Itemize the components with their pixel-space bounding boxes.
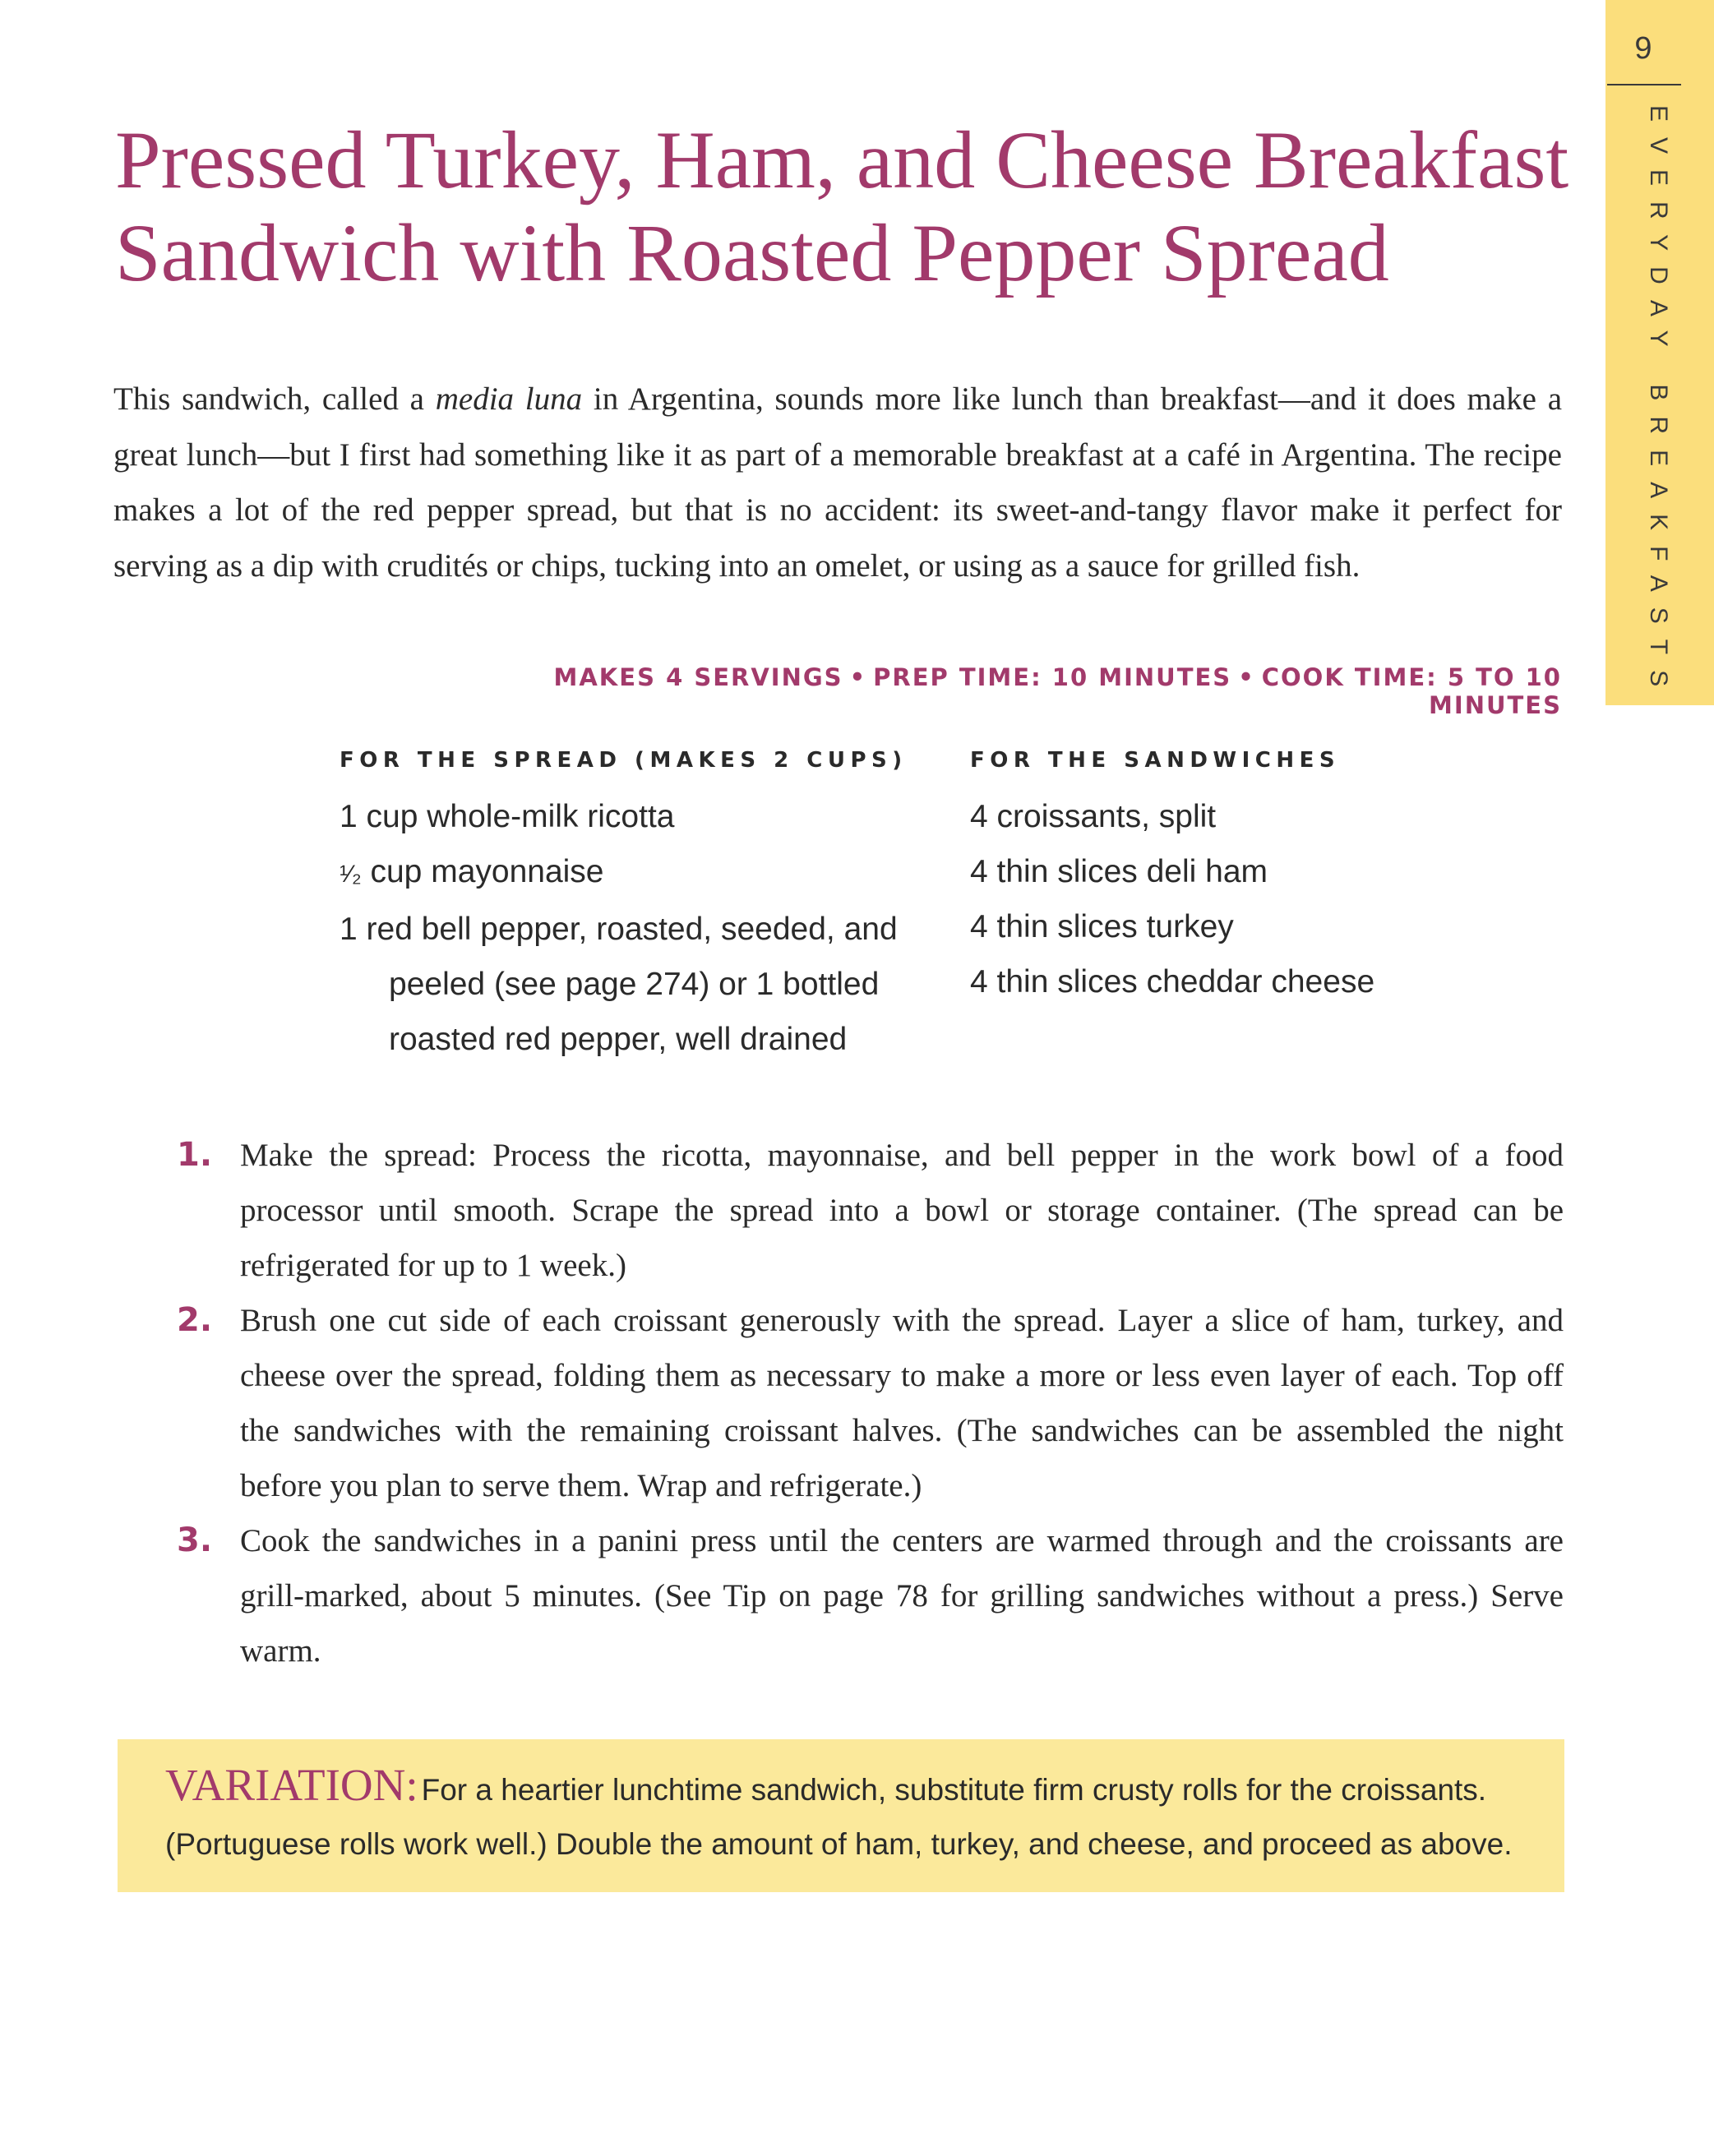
fraction: ¹⁄₂ [340, 861, 362, 888]
ingredient-item: 1 cup whole-milk ricotta [340, 799, 675, 834]
prep-time: PREP TIME: 10 MINUTES [873, 663, 1232, 691]
ingredient-item: 1 red bell pepper, roasted, seeded, and peeled (see page 274) or 1 bottled roasted red pepper, well drained [340, 912, 898, 1057]
yield-servings: MAKES 4 SERVINGS [553, 663, 843, 691]
variation-text: For a heartier lunchtime sandwich, substitute firm crusty rolls for the croissants. (Portuguese rolls work well.) Double the amount of ham, turkey, and cheese, and proceed as above. [165, 1773, 1513, 1861]
recipe-title: Pressed Turkey, Ham, and Cheese Breakfast Sandwich with Roasted Pepper Spread [115, 114, 1569, 298]
ingredient-item: 4 thin slices cheddar cheese [970, 964, 1375, 1000]
intro-text-rest: in Argentina, sounds more like lunch than breakfast—and it does make a great lunch—but I first had something like it as part of a memorable breakfast at a café in Argentina. The recipe makes a lot of the red pepper spread, but that is no accident: its sweet-and-tangy flavor make it perfect for serving as a dip with crudités or chips, tucking into an omelet, or using as a sauce for grilled fish. [113, 381, 1562, 584]
ingredient-item: 4 thin slices deli ham [970, 854, 1268, 889]
chapter-label: EVERYDAY BREAKFASTS [1645, 105, 1672, 703]
step-item [173, 1293, 1564, 1513]
spread-ingredient-list [340, 789, 931, 1067]
step-number: 2. [177, 1301, 213, 1339]
tab-divider [1607, 84, 1681, 85]
variation-label: VARIATION: [165, 1760, 418, 1810]
sandwiches-heading: FOR THE SANDWICHES [970, 748, 1341, 773]
recipe-intro [113, 372, 1562, 593]
page-number: 9 [1634, 31, 1652, 66]
step-item [173, 1128, 1564, 1293]
method-steps [173, 1128, 1564, 1678]
sandwich-ingredients [970, 748, 1496, 1009]
bullet-separator: • [1238, 663, 1255, 691]
yield-times-line [411, 663, 1562, 719]
step-text: Brush one cut side of each croissant generously with the spread. Layer a slice of ham, turkey, and cheese over the spread, folding them as necessary to make a more or less even layer of each. Top off the sandwiches with the remaining croissant halves. (The sandwiches can be assembled the night before you plan to serve them. Wrap and refrigerate.) [240, 1303, 1564, 1503]
step-text: Make the spread: Process the ricotta, mayonnaise, and bell pepper in the work bowl of a food processor until smooth. Scrape the spread into a bowl or storage container. (The spread can be refrigerated for up to 1 week.) [240, 1138, 1564, 1283]
step-text: Cook the sandwiches in a panini press until the centers are warmed through and the croissants are grill-marked, about 5 minutes. (See Tip on page 78 for grilling sandwiches without a press.) Serve warm. [240, 1523, 1564, 1669]
spread-ingredients [340, 748, 931, 1067]
sandwich-ingredient-list [970, 789, 1496, 1009]
cook-time: COOK TIME: 5 TO 10 MINUTES [1261, 663, 1562, 719]
variation-box [118, 1739, 1564, 1892]
ingredient-item: 4 croissants, split [970, 799, 1217, 834]
ingredient-item: ¹⁄₂ cup mayonnaise [340, 854, 604, 889]
ingredient-item: 4 thin slices turkey [970, 909, 1234, 944]
spread-heading: FOR THE SPREAD (MAKES 2 CUPS) [340, 748, 908, 773]
step-number: 3. [177, 1521, 213, 1559]
step-item [173, 1513, 1564, 1678]
step-number: 1. [177, 1136, 213, 1174]
bullet-separator: • [849, 663, 867, 691]
intro-emphasis: media luna [435, 381, 583, 417]
intro-text-start: This sandwich, called a [113, 381, 436, 417]
